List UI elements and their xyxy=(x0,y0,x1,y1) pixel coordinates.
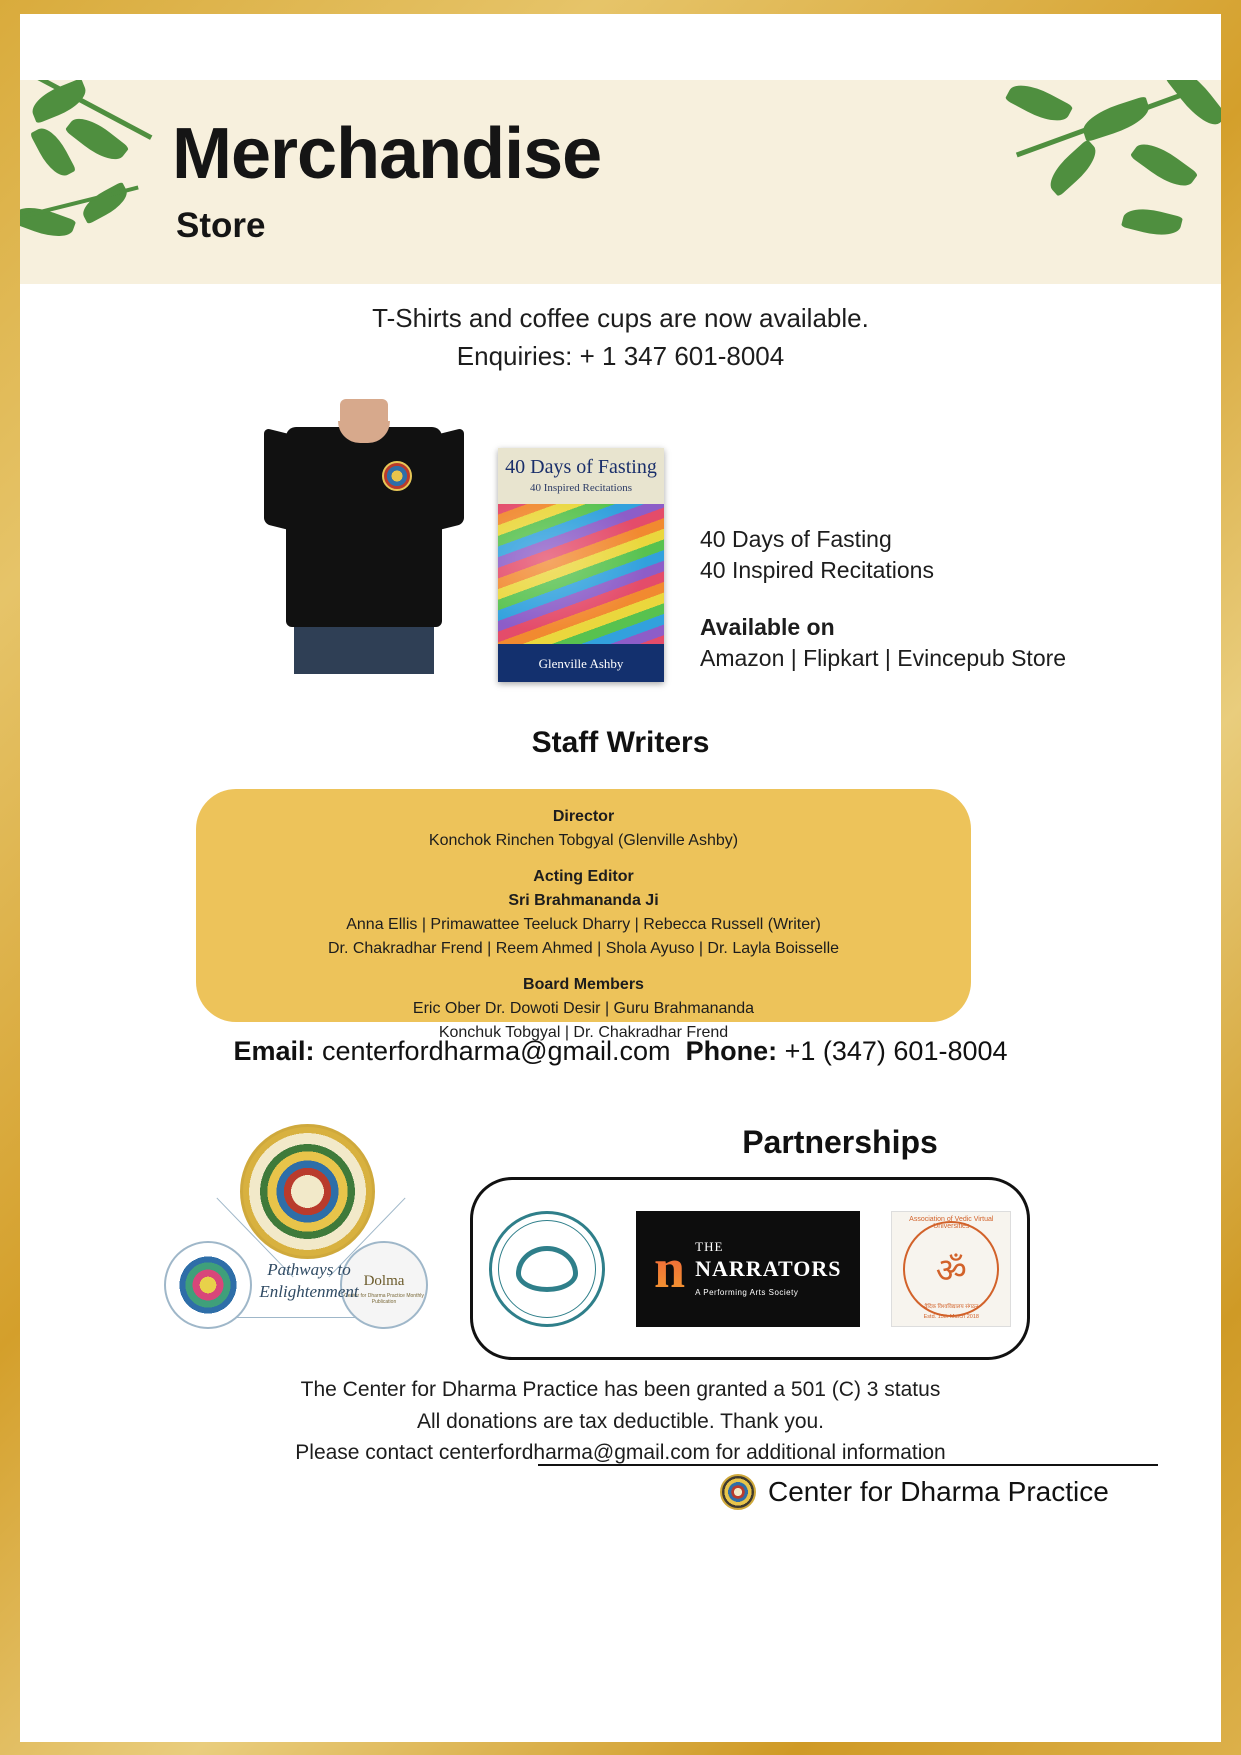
book-cover-title: 40 Days of Fasting xyxy=(505,456,657,478)
intro-line-2: Enquiries: + 1 347 601-8004 xyxy=(456,340,785,371)
footer-disclaimer xyxy=(20,1374,1221,1469)
intro-text xyxy=(20,300,1221,375)
narrators-line-1: THE xyxy=(695,1238,724,1254)
partnerships-panel xyxy=(470,1177,1030,1360)
cluster-center-label-line-1: Pathways to xyxy=(267,1260,351,1279)
dharma-mandala-icon xyxy=(240,1124,375,1259)
narrators-line-3: A Performing Arts Society xyxy=(695,1287,799,1297)
page-subtitle: Store xyxy=(176,206,266,245)
acting-editor-name: Sri Brahmananda Ji xyxy=(508,892,659,909)
header-banner xyxy=(20,80,1221,284)
footer-line-3: Please contact centerfordharma@gmail.com for additional information xyxy=(295,1441,946,1464)
vedic-line-2: वैदिक विश्वविद्यालय संगठन xyxy=(924,1303,979,1310)
email-label: Email: xyxy=(233,1036,315,1066)
board-members-label: Board Members xyxy=(523,976,644,993)
narrators-mark-icon: n xyxy=(653,1237,686,1300)
dharma-seal-icon xyxy=(720,1474,756,1510)
cluster-center-label-line-2: Enlightenment xyxy=(259,1282,359,1302)
writers-line-2: Dr. Chakradhar Frend | Reem Ahmed | Shola Ayuso | Dr. Layla Boisselle xyxy=(327,940,840,957)
poster-sheet xyxy=(20,14,1221,1742)
leaf-icon xyxy=(1121,203,1183,240)
director-name: Konchok Rinchen Tobgyal (Glenville Ashby) xyxy=(428,832,739,849)
footer-line-2: All donations are tax deductible. Thank you. xyxy=(416,1409,825,1433)
contact-line xyxy=(20,1036,1221,1067)
book-info-line-1: 40 Days of Fasting xyxy=(700,526,892,552)
leaf-icon xyxy=(1043,139,1104,197)
tshirt-body xyxy=(286,427,442,627)
logo-ring xyxy=(498,1220,596,1318)
staff-writers-heading: Staff Writers xyxy=(531,726,710,759)
leaf-icon xyxy=(1164,80,1221,133)
availability-heading: Available on xyxy=(700,614,835,640)
om-icon: ॐ xyxy=(935,1251,967,1290)
footer-divider xyxy=(538,1464,1158,1466)
book-info-line-2: 40 Inspired Recitations xyxy=(700,557,934,584)
book-cover-image xyxy=(498,448,664,682)
phone-label: Phone: xyxy=(685,1036,778,1066)
narrators-line-2: NARRATORS xyxy=(695,1255,842,1281)
footer-brand-name: Center for Dharma Practice xyxy=(768,1476,1109,1507)
board-members-line-2: Konchuk Tobgyal | Dr. Chakradhar Frend xyxy=(438,1024,729,1041)
dolma-subtitle: Center for Dharma Practice Monthly Publication xyxy=(344,1293,424,1305)
vedic-line-3: Estd. 15th March 2018 xyxy=(923,1313,979,1320)
writers-line-1: Anna Ellis | Primawattee Teeluck Dharry | Rebecca Russell (Writer) xyxy=(346,916,821,933)
book-info xyxy=(700,524,934,586)
water-of-mercy-medical-center-icon xyxy=(489,1211,605,1327)
vedic-universities-logo xyxy=(891,1211,1011,1327)
board-members-line-1: Eric Ober Dr. Dowoti Desir | Guru Brahmananda xyxy=(412,1000,755,1017)
dolma-name: Dolma xyxy=(363,1273,405,1289)
email-value[interactable]: centerfordharma@gmail.com xyxy=(322,1036,671,1066)
availability-stores: Amazon | Flipkart | Evincepub Store xyxy=(700,645,1067,672)
director-label: Director xyxy=(552,808,615,825)
organization-logo-cluster xyxy=(160,1119,460,1369)
phone-value[interactable]: +1 (347) 601-8004 xyxy=(784,1036,1008,1066)
model-jeans xyxy=(294,627,434,674)
intro-line-1: T-Shirts and coffee cups are now available. xyxy=(372,303,869,333)
leaf-icon xyxy=(1130,135,1199,195)
leaf-icon xyxy=(1079,96,1154,142)
staff-writers-panel xyxy=(196,789,971,1041)
book-cover-author: Glenville Ashby xyxy=(538,656,624,671)
page-title: Merchandise xyxy=(172,114,602,194)
cluster-center-label xyxy=(234,1259,384,1303)
book-availability xyxy=(700,612,1066,674)
the-narrators-logo xyxy=(636,1211,860,1327)
leaf-icon xyxy=(1005,80,1074,130)
dharma-seal-icon xyxy=(382,461,412,491)
vedic-top-text: Association of Vedic Virtual Universities xyxy=(909,1215,994,1230)
book-cover-subtitle: 40 Inspired Recitations xyxy=(529,482,633,494)
partnerships-heading: Partnerships xyxy=(742,1124,938,1160)
footer-brand xyxy=(720,1474,1109,1510)
acting-editor-label: Acting Editor xyxy=(533,868,634,885)
book-cover-artwork xyxy=(498,504,664,644)
footer-line-1: The Center for Dharma Practice has been granted a 501 (C) 3 status xyxy=(300,1378,941,1401)
tshirt-product-image xyxy=(264,399,464,674)
